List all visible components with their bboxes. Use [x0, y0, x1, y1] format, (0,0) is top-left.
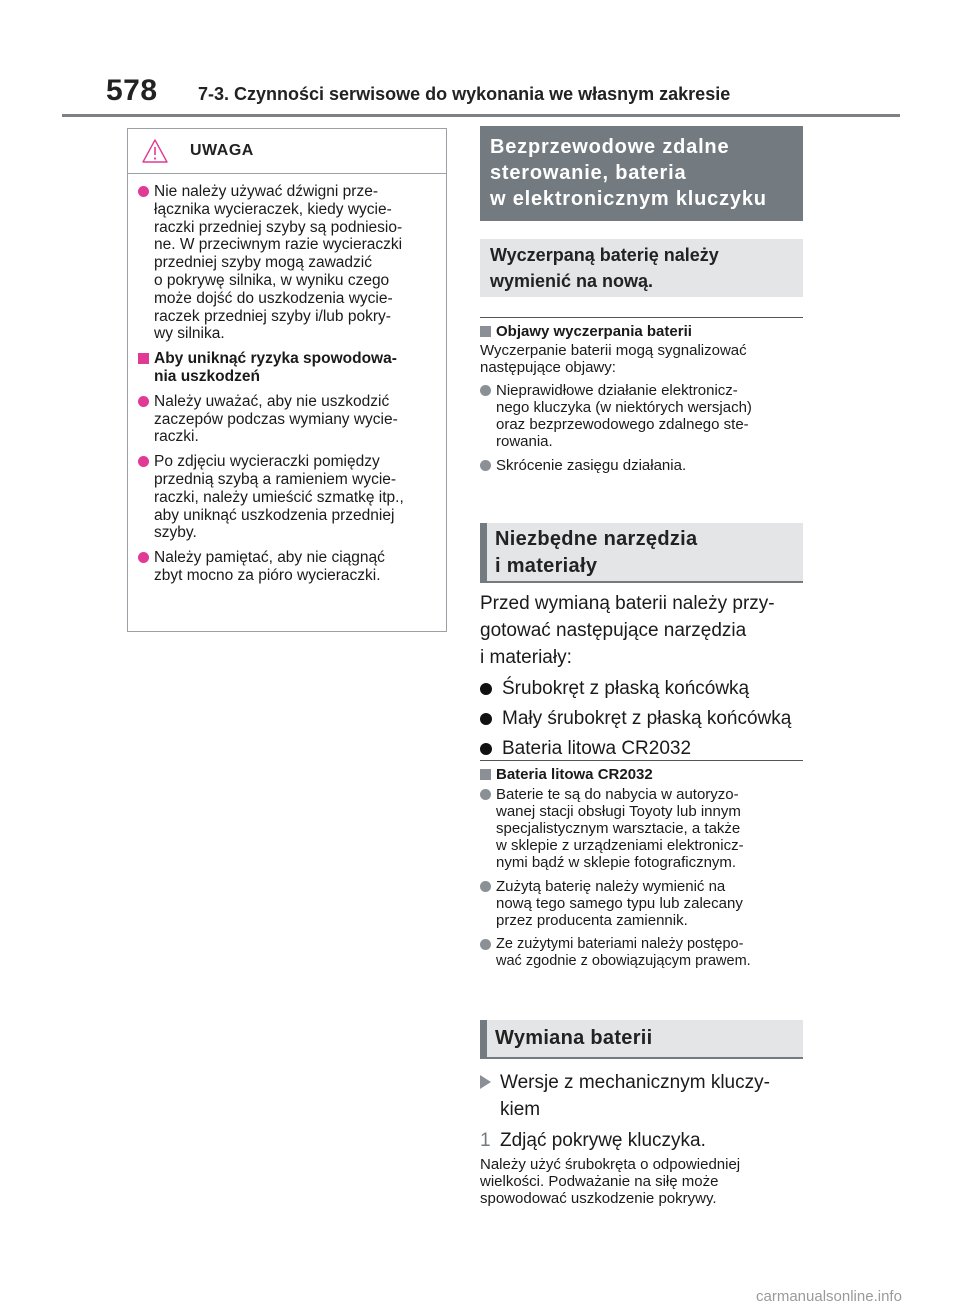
list-item: Bateria litowa CR2032 — [480, 735, 803, 762]
warning-title: UWAGA — [190, 142, 254, 159]
summary-panel: Wyczerpaną baterię należy wymienić na nową. — [480, 239, 803, 297]
bullet-dot-icon — [138, 552, 149, 563]
warning-triangle-icon — [141, 138, 169, 164]
symptoms-intro: Wyczerpanie baterii mogą sygnalizować następujące objawy: — [480, 342, 747, 376]
bullet-dot-icon — [480, 385, 491, 396]
tools-section-heading: Niezbędne narzędzia i materiały — [480, 523, 803, 583]
battery-heading: Bateria litowa CR2032 — [480, 766, 803, 783]
header-divider — [62, 114, 900, 117]
bullet-dot-icon — [138, 456, 149, 467]
symptoms-section — [480, 323, 803, 481]
list-item: Zużytą baterię należy wymienić na nową tego samego typu lub zalecany przez producenta zamiennik. — [480, 878, 803, 929]
bullet-dot-icon — [480, 789, 491, 800]
divider — [480, 317, 803, 318]
tools-section — [480, 590, 803, 769]
list-item: Śrubokręt z płaską końcówką — [480, 675, 803, 702]
symptoms-heading: Objawy wyczerpania baterii — [480, 323, 803, 340]
chapter-banner: Bezprzewodowe zdalne sterowanie, bateria w elektronicznym kluczyku — [480, 126, 803, 221]
warning-item: Należy uważać, aby nie uszkodzić zaczepów podczas wymiany wycie- raczki. — [138, 393, 440, 446]
warning-subheading: Aby uniknąć ryzyka spowodowa- nia uszkodzeń — [138, 350, 440, 386]
bullet-dot-icon — [480, 683, 492, 695]
square-bullet-icon — [480, 769, 491, 780]
list-item: Mały śrubokręt z płaską końcówką — [480, 705, 803, 732]
step-note: Należy użyć śrubokręta o odpowiedniej wielkości. Podważanie na siłę może spowodować uszkodzenie pokrywy. — [480, 1156, 741, 1207]
battery-section — [480, 766, 803, 977]
step-item: 1 Zdjąć pokrywę kluczyka. — [480, 1127, 803, 1154]
arrow-right-icon — [480, 1075, 491, 1089]
warning-box — [127, 128, 447, 632]
tools-intro: Przed wymianą baterii należy przy- gotować następujące narzędzia i materiały: — [480, 593, 775, 668]
step-number: 1 — [480, 1130, 491, 1151]
bullet-dot-icon — [480, 460, 491, 471]
section-title: 7-3. Czynności serwisowe do wykonania we własnym zakresie — [198, 84, 731, 104]
warning-item: Nie należy używać dźwigni prze- łącznika wycieraczek, kiedy wycie- raczki przedniej szyby są podniesio- ne. W przeciwnym razie wycieraczki przedniej szyby mogą zawadzić o pokrywę silnika, w wyniku czego może dojść do uszkodzenia wycie- raczek przedniej szyby i/lub pokry- wy silnika. — [138, 183, 440, 343]
version-label: Wersje z mechanicznym kluczy- kiem — [480, 1069, 803, 1123]
bullet-dot-icon — [138, 186, 149, 197]
square-bullet-icon — [480, 326, 491, 337]
list-item: Baterie te są do nabycia w autoryzo- wanej stacji obsługi Toyoty lub innym specjalistycznym warsztacie, a także w sklepie z urządzeniami elektronicz- nymi bądź w sklepie fotograficznym. — [480, 786, 803, 871]
bullet-dot-icon — [480, 713, 492, 725]
warning-item: Po zdjęciu wycieraczki pomiędzy przednią szybą a ramieniem wycie- raczki, należy umieścić szmatkę itp., aby uniknąć uszkodzenia przedniej szyby. — [138, 453, 440, 542]
bullet-dot-icon — [138, 396, 149, 407]
bullet-dot-icon — [480, 939, 491, 950]
warning-body — [138, 183, 440, 592]
replace-section — [480, 1069, 803, 1207]
list-item: Ze zużytymi bateriami należy postępo- wać zgodnie z obowiązującym prawem. — [480, 936, 803, 970]
list-item: Skrócenie zasięgu działania. — [480, 457, 803, 474]
page-number: 578 — [106, 74, 158, 107]
replace-section-heading: Wymiana baterii — [480, 1020, 803, 1059]
bullet-dot-icon — [480, 881, 491, 892]
square-bullet-icon — [138, 353, 149, 364]
divider — [480, 760, 803, 761]
page-header — [62, 74, 900, 118]
watermark: carmanualsonline.info — [756, 1288, 902, 1305]
warning-header — [128, 129, 446, 174]
warning-item: Należy pamiętać, aby nie ciągnąć zbyt mocno za pióro wycieraczki. — [138, 549, 440, 585]
bullet-dot-icon — [480, 743, 492, 755]
list-item: Nieprawidłowe działanie elektronicz- nego kluczyka (w niektórych wersjach) oraz bezprzewodowego zdalnego ste- rowania. — [480, 382, 803, 450]
